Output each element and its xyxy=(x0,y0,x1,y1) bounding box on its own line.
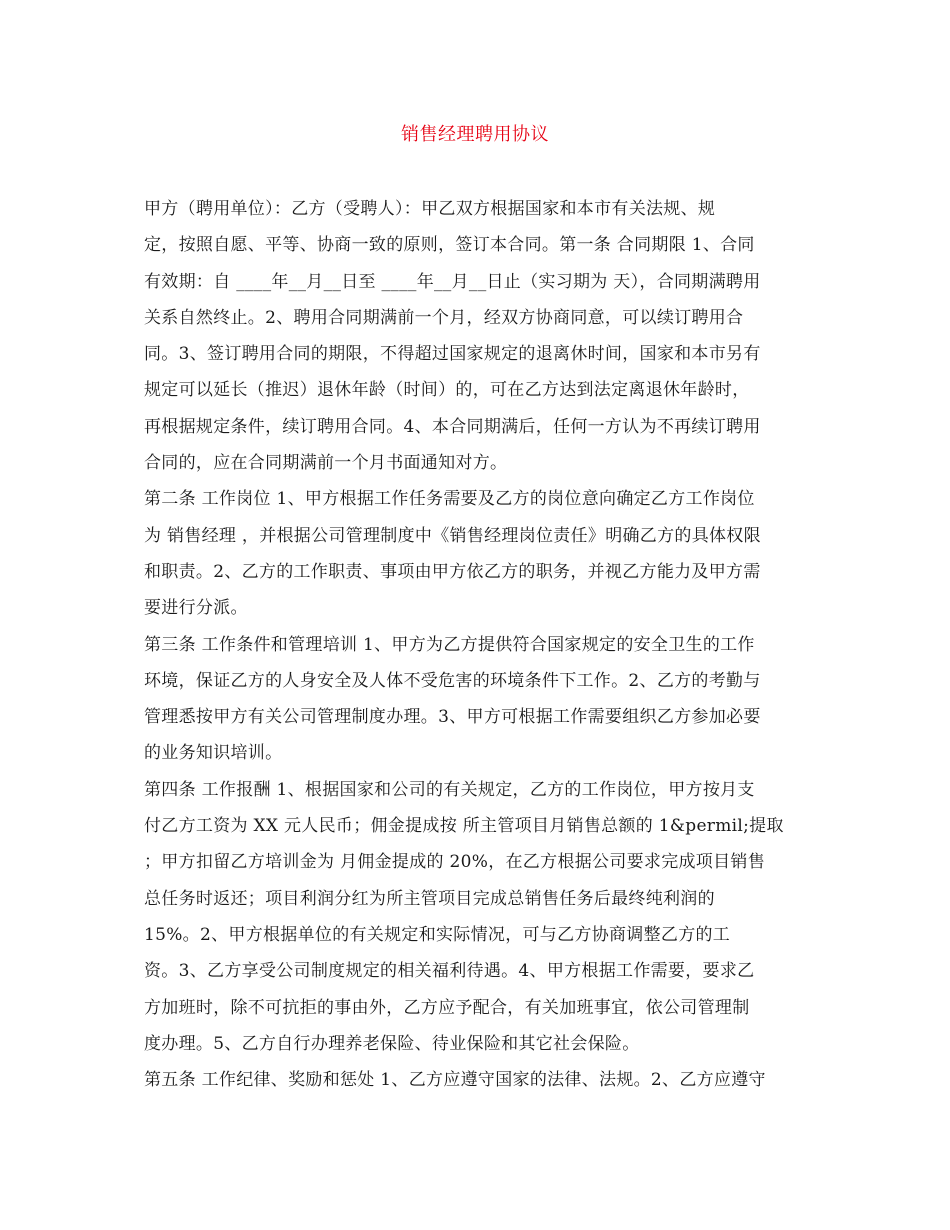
text-line: 甲方（聘用单位）：乙方（受聘人）：甲乙双方根据国家和本市有关法规、规 xyxy=(144,199,716,219)
text-line: 定，按照自愿、平等、协商一致的原则，签订本合同。第一条 合同期限 1、合同 xyxy=(144,235,755,256)
text-line: 资。3、乙方享受公司制度规定的相关福利待遇。4、甲方根据工作需要，要求乙 xyxy=(144,961,755,982)
document-body xyxy=(144,191,814,1098)
text-line: 环境，保证乙方的人身安全及人体不受危害的环境条件下工作。2、乙方的考勤与 xyxy=(144,670,761,691)
text-line: ；甲方扣留乙方培训金为 月佣金提成的 20%，在乙方根据公司要求完成项目销售 xyxy=(144,852,765,873)
text-line: 要进行分派。 xyxy=(144,598,248,619)
text-line: 15%。2、甲方根据单位的有关规定和实际情况，可与乙方协商调整乙方的工 xyxy=(144,924,731,945)
text-line: 第二条 工作岗位 1、甲方根据工作任务需要及乙方的岗位意向确定乙方工作岗位 xyxy=(144,489,755,510)
text-line: 方加班时，除不可抗拒的事由外，乙方应予配合，有关加班事宜，依公司管理制 xyxy=(144,997,750,1018)
text-line: 关系自然终止。2、聘用合同期满前一个月，经双方协商同意，可以续订聘用合 xyxy=(144,307,744,328)
text-line: 为 销售经理 ，并根据公司管理制度中《销售经理岗位责任》明确乙方的具体权限 xyxy=(144,525,761,546)
text-line: 第三条 工作条件和管理培训 1、甲方为乙方提供符合国家规定的安全卫生的工作 xyxy=(144,634,755,655)
text-line: 和职责。2、乙方的工作职责、事项由甲方依乙方的职务，并视乙方能力及甲方需 xyxy=(144,561,761,582)
document-title: 销售经理聘用协议 xyxy=(401,124,549,145)
text-line: 再根据规定条件，续订聘用合同。4、本合同期满后，任何一方认为不再续订聘用 xyxy=(144,416,761,437)
text-line: 第四条 工作报酬 1、根据国家和公司的有关规定，乙方的工作岗位，甲方按月支 xyxy=(144,779,755,800)
text-line: 有效期：自 ____年__月__日至 ____年__月__日止（实习期为 天），合同期满聘用 xyxy=(144,271,761,292)
text-line: 度办理。5、乙方自行办理养老保险、待业保险和其它社会保险。 xyxy=(144,1033,640,1054)
text-line: 规定可以延长（推迟）退休年龄（时间）的，可在乙方达到法定离退休年龄时， xyxy=(144,380,750,401)
text-line: 第五条 工作纪律、奖励和惩处 1、乙方应遵守国家的法律、法规。2、乙方应遵守 xyxy=(144,1070,766,1091)
text-line: 管理悉按甲方有关公司管理制度办理。3、甲方可根据工作需要组织乙方参加必要 xyxy=(144,707,761,728)
text-line: 的业务知识培训。 xyxy=(144,743,283,764)
text-line: 总任务时返还；项目利润分红为所主管项目完成总销售任务后最终纯利润的 xyxy=(144,888,715,909)
text-line: 合同的，应在合同期满前一个月书面通知对方。 xyxy=(144,453,508,474)
text-line: 付乙方工资为 XX 元人民币；佣金提成按 所主管项目月销售总额的 1&permil;提取 xyxy=(144,816,784,837)
text-line: 同。3、签订聘用合同的期限，不得超过国家规定的退离休时间，国家和本市另有 xyxy=(144,344,761,365)
